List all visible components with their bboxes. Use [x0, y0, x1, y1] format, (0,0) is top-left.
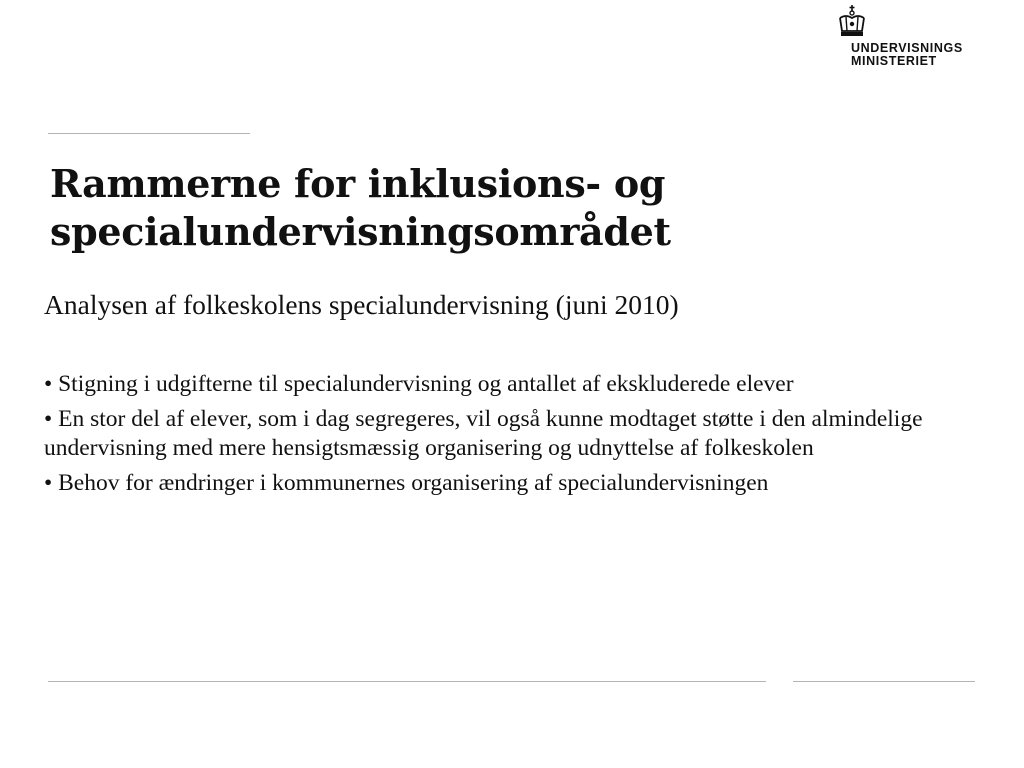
logo-line-1: UNDERVISNINGS [851, 41, 963, 55]
logo-text [851, 42, 963, 68]
crown-icon [836, 4, 868, 38]
logo-line-2: MINISTERIET [851, 54, 937, 68]
top-divider [48, 133, 250, 134]
ministry-logo [836, 4, 986, 72]
bullet-item: • En stor del af elever, som i dag segregeres, vil også kunne modtaget støtte i den almindelige undervisning med mere hensigtsmæssig organisering og udnyttelse af folkeskolen [44, 406, 923, 461]
bullet-list [44, 370, 979, 504]
slide-title: Rammerne for inklusions- og specialundervisningsområdet [50, 161, 671, 254]
footer-divider-right [793, 681, 975, 682]
bullet-item: • Behov for ændringer i kommunernes organisering af specialundervisningen [44, 470, 769, 496]
footer-divider-left [48, 681, 766, 682]
slide-subtitle: Analysen af folkeskolens specialundervisning (juni 2010) [44, 289, 679, 320]
bullet-item: • Stigning i udgifterne til specialundervisning og antallet af ekskluderede elever [44, 371, 794, 397]
